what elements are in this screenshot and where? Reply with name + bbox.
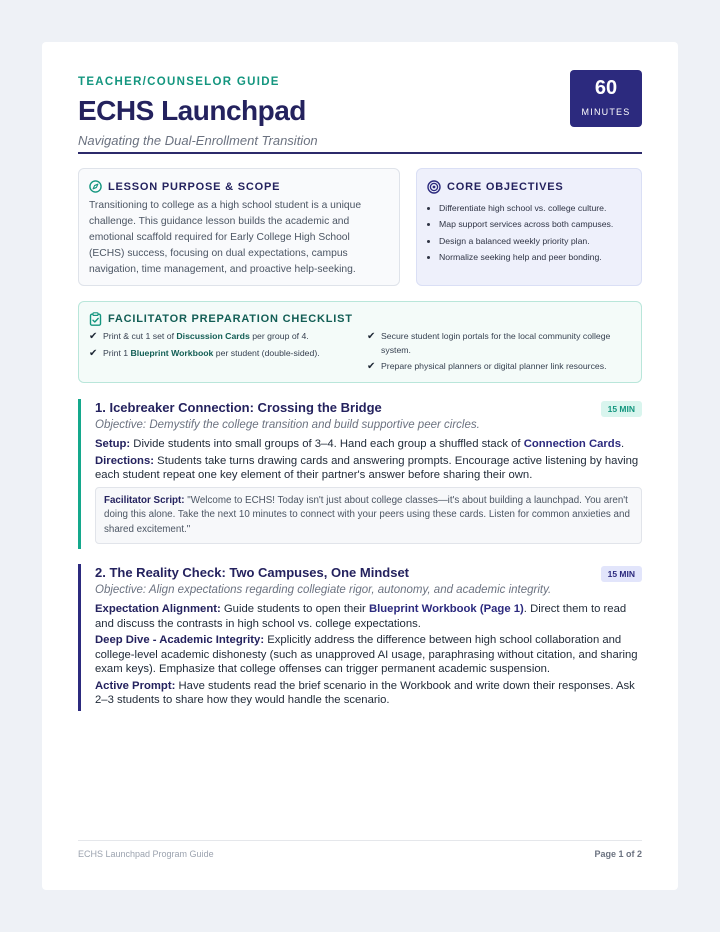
checklist-column-right (367, 330, 637, 377)
section-title: 1. Icebreaker Connection: Crossing the Bridge (95, 400, 382, 415)
setup-text: Divide students into small groups of 3–4. Hand each group a shuffled stack of (130, 438, 524, 450)
objectives-list (439, 200, 635, 265)
compass-icon (89, 180, 102, 193)
checklist-item (367, 330, 637, 357)
core-objectives-card (416, 168, 642, 286)
page-subtitle: Navigating the Dual-Enrollment Transition (78, 133, 318, 148)
core-objectives-heading (427, 180, 564, 194)
footer-program-name: ECHS Launchpad Program Guide (78, 849, 214, 859)
expectation-end: . Direct them to read and discuss the contrasts in high school vs. college expectations. (95, 603, 627, 630)
directions-label: Directions: (95, 454, 155, 467)
duration-value: 60 (594, 77, 618, 99)
target-icon (427, 180, 441, 194)
duration-badge (570, 70, 642, 127)
lesson-purpose-card (78, 168, 400, 286)
section-reality-check (78, 564, 642, 711)
integrity-label: Deep Dive - Academic Integrity: (95, 634, 265, 646)
expectation-label: Expectation Alignment: (95, 603, 221, 615)
integrity-paragraph (95, 633, 642, 677)
section-objective: Objective: Align expectations regarding collegiate rigor, autonomy, and academic integrity. (95, 584, 552, 596)
directions-paragraph (95, 454, 642, 483)
checklist-item-text: per student (double-sided). (213, 347, 320, 358)
checklist-item (89, 347, 359, 361)
checkmark-icon: ✔ (89, 347, 98, 359)
setup-end: . (621, 438, 625, 450)
expectation-text: Guide students to open their (220, 603, 369, 615)
page-header (78, 76, 642, 154)
clipboard-check-icon (89, 312, 102, 326)
checklist-item-highlight: Blueprint Workbook (130, 347, 214, 358)
checklist-item-highlight: Discussion Cards (176, 331, 250, 341)
active-prompt-text: Have students read the brief scenario in the Workbook and write down their responses. Ask 2–3 students to share how they would handle the scenario. (95, 679, 635, 706)
workbook-link: Blueprint Workbook (Page 1) (368, 603, 524, 615)
objective-item: • Map support services across both campuses. (439, 216, 635, 232)
facilitator-checklist-card (78, 301, 642, 383)
core-objectives-title: CORE OBJECTIVES (447, 181, 564, 193)
objective-item: • Differentiate high school vs. college culture. (439, 200, 635, 216)
checklist-item-text: Print 1 (103, 347, 131, 358)
checklist-title: FACILITATOR PREPARATION CHECKLIST (108, 313, 353, 325)
section-title: 2. The Reality Check: Two Campuses, One Mindset (95, 565, 409, 580)
lesson-purpose-title: LESSON PURPOSE & SCOPE (108, 180, 281, 193)
checkmark-icon: ✔ (367, 331, 376, 342)
setup-label: Setup: (95, 438, 131, 450)
checklist-column-left (89, 330, 359, 363)
script-text: "Welcome to ECHS! Today isn't just about college classes—it's about building a launchpad. You aren't doing this alone. Take the next 10 minutes to connect with your peers using these cards. Listen for common anxieties and shared excitement." (104, 494, 630, 535)
lesson-purpose-heading (89, 180, 280, 193)
script-label: Facilitator Script: (104, 494, 185, 506)
checklist-item-text: per group of 4. (249, 331, 309, 341)
duration-pill: 15 MIN (601, 566, 642, 582)
document-page (42, 42, 678, 890)
checklist-item (89, 330, 359, 344)
connection-cards-link: Connection Cards (523, 438, 621, 450)
checklist-item (367, 360, 637, 374)
directions-text: Students take turns drawing cards and answering prompts. Encourage active listening by having each student repeat one key element of their partner's answer before sharing their own. (95, 454, 639, 481)
page-number: Page 1 of 2 (594, 849, 642, 859)
section-icebreaker (78, 399, 642, 549)
page-title: ECHS Launchpad (78, 95, 306, 126)
setup-paragraph (95, 437, 642, 452)
checkmark-icon: ✔ (367, 361, 376, 372)
integrity-text: Explicitly address the difference between high school collaboration and college-level academic dishonesty (such as unapproved AI usage, paraphrasing without citation, and sharing exam keys). Emphasize that college offenses can trigger permanent academic suspension. (95, 634, 638, 675)
page-footer (78, 840, 642, 859)
checkmark-icon: ✔ (89, 331, 98, 342)
objective-item: • Design a balanced weekly priority plan. (439, 233, 635, 249)
checklist-heading (89, 312, 353, 326)
lesson-purpose-text: Transitioning to college as a high school student is a unique challenge. This guidance lesson builds the academic and emotional scaffold required for Early College High School (ECHS) success, focusing on dual expectations, campus navigation, time management, and proactive help-seeking. (89, 200, 362, 275)
checklist-item-text: Secure student login portals for the local community college system. (381, 331, 611, 355)
facilitator-script-box (95, 487, 642, 545)
section-objective: Objective: Demystify the college transition and build supportive peer circles. (95, 419, 480, 431)
expectation-paragraph (95, 602, 642, 631)
checklist-item-text: Print & cut 1 set of (103, 331, 177, 341)
active-prompt-label: Active Prompt: (95, 679, 176, 692)
duration-pill: 15 MIN (601, 401, 642, 417)
objective-item: • Normalize seeking help and peer bonding. (439, 249, 635, 265)
checklist-item-text: Prepare physical planners or digital planner link resources. (381, 361, 607, 371)
eyebrow-label: TEACHER/COUNSELOR GUIDE (78, 76, 280, 88)
duration-unit: MINUTES (581, 107, 631, 117)
active-prompt-paragraph (95, 679, 642, 708)
